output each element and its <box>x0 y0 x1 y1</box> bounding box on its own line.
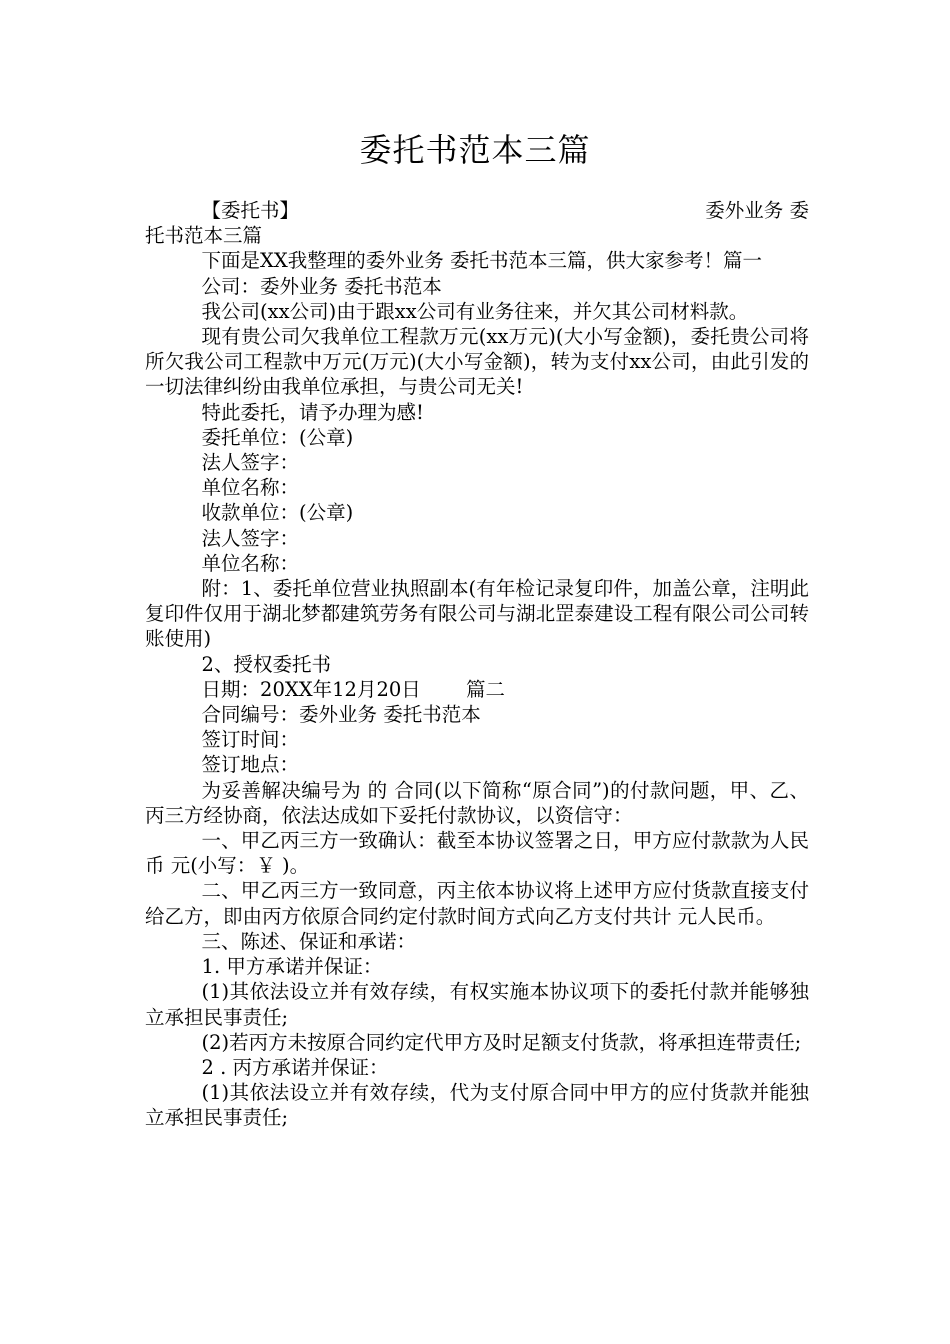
body-paragraph: 为妥善解决编号为 的 合同(以下简称“原合同”)的付款问题，甲、乙、丙三方经协商，依法达成如下妥托付款协议，以资信守： <box>145 778 809 827</box>
date-line: 日期：20XX年12月20日 篇二 <box>201 677 505 701</box>
signature-field: 收款单位：(公章) <box>201 501 354 525</box>
header-keywords: 委外业务 委 <box>705 199 809 222</box>
addressee-line: 公司：委外业务 委托书范本 <box>201 274 442 298</box>
closing-line: 特此委托，请予办理为感! <box>201 400 424 424</box>
header-line <box>145 198 809 223</box>
contract-number: 合同编号：委外业务 委托书范本 <box>201 703 481 727</box>
signature-field: 单位名称： <box>201 551 300 575</box>
clause-item: (2)若丙方未按原合同约定代甲方及时足额支付货款，将承担连带责任; <box>201 1030 802 1054</box>
signature-field: 单位名称： <box>201 476 300 500</box>
signature-field: 委托单位：(公章) <box>201 425 354 449</box>
signature-field: 法人签字： <box>201 526 300 550</box>
signing-place: 签订地点： <box>201 753 300 777</box>
clause-paragraph: 二、甲乙丙三方一致同意，丙主依本协议将上述甲方应付货款直接支付给乙方，即由丙方依原合同约定付款时间方式向乙方支付共计 元人民币。 <box>145 879 809 928</box>
clause-heading: 三、陈述、保证和承诺： <box>201 929 417 953</box>
body-paragraph: 我公司(xx公司)由于跟xx公司有业务往来，并欠其公司材料款。 <box>201 299 749 323</box>
clause-subheading: 2 . 丙方承诺并保证： <box>201 1055 389 1079</box>
signature-field: 法人签字： <box>201 451 300 475</box>
attachment-item: 2、授权委托书 <box>201 652 331 676</box>
clause-subheading: 1. 甲方承诺并保证： <box>201 955 383 979</box>
document-body <box>145 198 809 1131</box>
document-title: 委托书范本三篇 <box>359 131 591 169</box>
clause-item: (1)其依法设立并有效存续，有权实施本协议项下的委托付款并能够独立承担民事责任; <box>145 980 809 1029</box>
header-tag: 【委托书】 <box>201 199 300 222</box>
attachment-note: 附：1、委托单位营业执照副本(有年检记录复印件，加盖公章，注明此复印件仅用于湖北梦都建筑劳务有限公司与湖北罡泰建设工程有限公司公司转账使用) <box>145 577 809 651</box>
intro-paragraph: 下面是XX我整理的委外业务 委托书范本三篇，供大家参考！篇一 <box>201 249 763 273</box>
body-paragraph: 现有贵公司欠我单位工程款万元(xx万元)(大小写金额)，委托贵公司将所欠我公司工程款中万元(万元)(大小写金额)，转为支付xx公司，由此引发的一切法律纠纷由我单位承担，与贵公司无关! <box>145 325 809 399</box>
clause-item: (1)其依法设立并有效存续，代为支付原合同中甲方的应付货款并能独立承担民事责任; <box>145 1081 809 1130</box>
clause-paragraph: 一、甲乙丙三方一致确认：截至本协议签署之日，甲方应付款款为人民币 元(小写：￥ )。 <box>145 829 809 878</box>
signing-time: 签订时间： <box>201 728 300 752</box>
header-continuation: 托书范本三篇 <box>145 224 263 248</box>
